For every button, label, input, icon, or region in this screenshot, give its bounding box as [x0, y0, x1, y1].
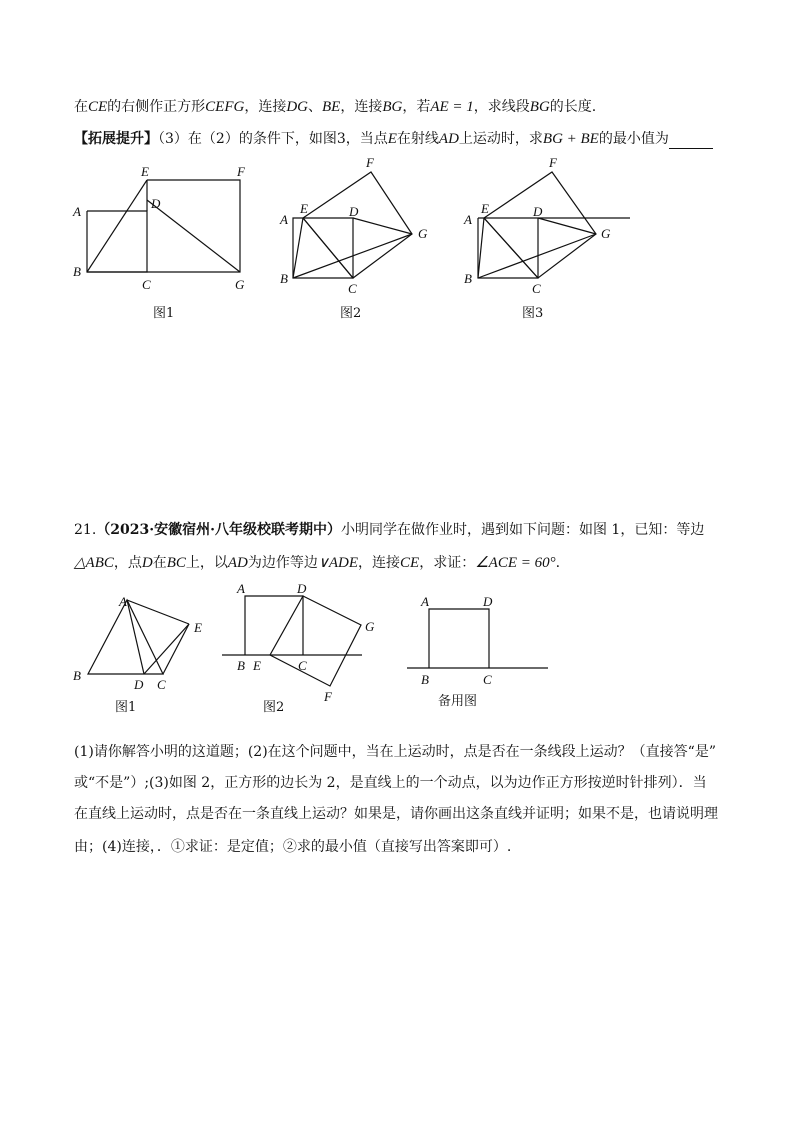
- fig1-caption: 图1: [153, 306, 175, 321]
- fig3-caption: 图3: [522, 306, 544, 321]
- q21-fig1-label-e: E: [194, 620, 202, 635]
- figure-3-top: [463, 155, 630, 321]
- fig1-label-a: A: [73, 204, 81, 219]
- fig1-label-e: E: [141, 164, 149, 179]
- q21-fig3-label-c: C: [483, 672, 492, 687]
- q21-fig1-caption: 图1: [115, 700, 137, 715]
- fig1-label-d: D: [151, 196, 161, 211]
- q21-fig1-label-c: C: [157, 677, 166, 692]
- q21-fig2-label-e: E: [253, 658, 261, 673]
- fig3-label-a: A: [464, 212, 472, 227]
- fig2-label-g: G: [418, 226, 428, 241]
- q21-fig3-label-b: B: [421, 672, 429, 687]
- q21-fig3-label-d: D: [483, 594, 493, 609]
- top-figures: [0, 0, 800, 330]
- fig3-label-e: E: [481, 201, 489, 216]
- q21-fig3-caption: 备用图: [438, 694, 478, 709]
- fig3-label-b: B: [464, 271, 472, 286]
- fig1-label-b: B: [73, 264, 81, 279]
- q21-subquestions-line-4: 由；(4)连接，．①求证：是定值；②求的最小值（直接写出答案即可）.: [74, 839, 512, 855]
- q21-line-2: △ABC，点D在BC上，以AD为边作等边∨ADE，连接CE，求证：∠ACE = 60°.: [74, 555, 561, 571]
- fig3-label-g: G: [601, 226, 611, 241]
- q21-fig2-label-b: B: [237, 658, 245, 673]
- fig2-label-a: A: [280, 212, 288, 227]
- q21-fig1-label-b: B: [73, 668, 81, 683]
- fig3-label-c: C: [532, 281, 541, 296]
- fig1-label-c: C: [142, 277, 151, 292]
- problem-continuation-line-1: 在CE的右侧作正方形CEFG，连接DG、BE，连接BG，若AE = 1，求线段BG的长度.: [74, 99, 597, 115]
- q21-subquestions-line-2: 或“不是”）;(3)如图 2，正方形的边长为 2，是直线上的一个动点，以为边作正方形按逆时针排列）．当: [74, 775, 707, 791]
- fig3-label-d: D: [533, 204, 543, 219]
- q21-subquestions-line-1: (1)请你解答小明的这道题；(2)在这个问题中，当在上运动时，点是否在一条线段上运动？（直接答“是”: [74, 744, 716, 760]
- q21-fig2-label-a: A: [237, 581, 245, 596]
- fig2-caption: 图2: [340, 306, 362, 321]
- q21-figure-2: [222, 581, 375, 715]
- fig1-label-f: F: [237, 164, 245, 179]
- fig1-label-g: G: [235, 277, 245, 292]
- figure-2-top: [279, 155, 428, 321]
- q21-fig1-label-a: A: [119, 594, 127, 609]
- q21-fig2-label-f: F: [324, 689, 332, 704]
- q21-fig2-caption: 图2: [263, 700, 285, 715]
- fig2-label-d: D: [349, 204, 359, 219]
- extension-question-line: 【拓展提升】（3）在（2）的条件下，如图3，当点E在射线AD上运动时，求BG + BE的最小值为: [74, 129, 713, 149]
- fig2-label-e: E: [300, 201, 308, 216]
- fig2-label-b: B: [280, 271, 288, 286]
- q21-line-1: 21.（2023·安徽宿州·八年级校联考期中）小明同学在做作业时，遇到如下问题：如图 1，已知：等边: [74, 522, 705, 538]
- q21-fig2-label-d: D: [297, 581, 307, 596]
- q21-figure-backup: [407, 594, 548, 709]
- figure-1-top: [72, 164, 246, 321]
- q21-fig3-label-a: A: [421, 594, 429, 609]
- fig3-label-f: F: [549, 155, 557, 170]
- q21-fig2-label-g: G: [365, 619, 375, 634]
- q21-figure-1: [73, 594, 202, 715]
- fig2-label-f: F: [366, 155, 374, 170]
- q21-subquestions-line-3: 在直线上运动时，点是否在一条直线上运动？如果是，请你画出这条直线并证明；如果不是，也请说明理: [74, 806, 718, 822]
- fig2-label-c: C: [348, 281, 357, 296]
- q21-fig1-label-d: D: [134, 677, 144, 692]
- q21-fig2-label-c: C: [298, 658, 307, 673]
